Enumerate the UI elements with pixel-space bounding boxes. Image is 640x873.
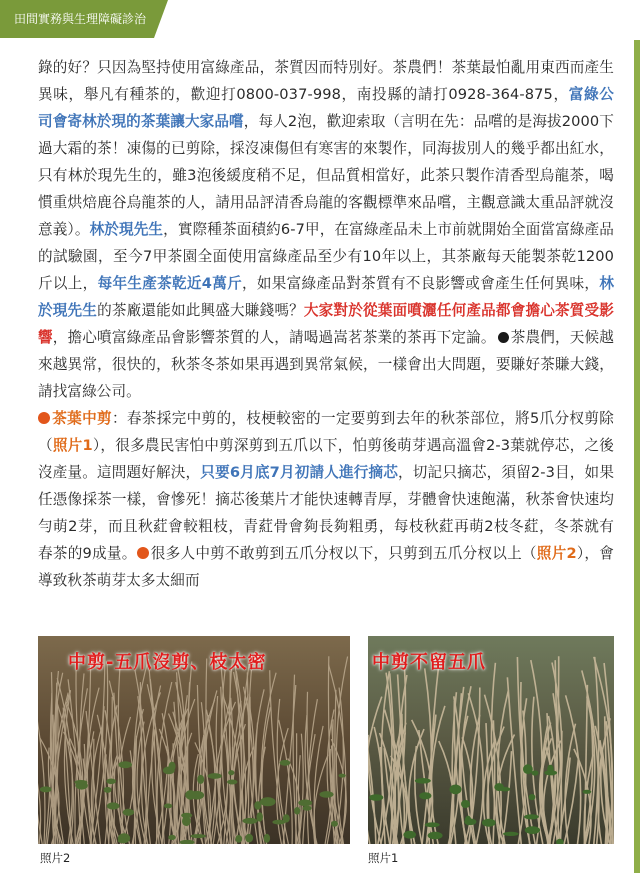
text-run: ，如果富綠產品對茶質有不良影響或會產生任何異味， bbox=[242, 275, 600, 292]
leaf bbox=[118, 838, 128, 843]
paragraph-2 bbox=[38, 405, 614, 594]
leaf bbox=[369, 794, 383, 801]
leaf bbox=[74, 780, 87, 785]
leaf bbox=[461, 800, 470, 808]
article-body bbox=[38, 54, 614, 594]
leaf bbox=[190, 834, 206, 838]
leaf bbox=[331, 821, 338, 827]
leaf bbox=[227, 780, 237, 785]
leaf bbox=[583, 790, 592, 794]
leaf bbox=[40, 786, 52, 792]
leaf bbox=[524, 814, 539, 819]
warning-text: 大家對於從葉面噴灑任何產品都會擔心茶質受影響 bbox=[38, 302, 614, 346]
leaf bbox=[464, 819, 476, 826]
leaf bbox=[319, 791, 333, 798]
highlight-text: 只要6月底7月初請人進行摘芯 bbox=[200, 464, 399, 481]
leaf bbox=[208, 773, 222, 779]
bullet-dot-icon bbox=[137, 547, 149, 559]
photo-caption: 照片1 bbox=[368, 851, 399, 865]
leaf bbox=[525, 826, 540, 834]
text-run: ），很多農民害怕中剪深剪到五爪以下，怕剪後萌芽遇高溫會2-3葉就停芯，之後沒產量。這問題好解決， bbox=[38, 437, 614, 481]
highlight-text: 每年生產茶乾近4萬斤 bbox=[97, 275, 242, 292]
leaf bbox=[280, 760, 291, 766]
leaf bbox=[529, 794, 536, 800]
leaf bbox=[168, 835, 176, 840]
leaf bbox=[482, 819, 496, 827]
highlight-text: 富綠公司會寄林於現的茶葉讓大家品嚐 bbox=[38, 86, 614, 130]
leaf bbox=[107, 802, 120, 809]
leaf bbox=[294, 807, 300, 815]
leaf bbox=[339, 774, 346, 778]
text-run: ），會導致秋茶萌芽太多太細而 bbox=[38, 545, 614, 589]
photo-overlay-title: 中剪-五爪沒剪、枝太密 bbox=[68, 652, 267, 673]
photo-caption: 照片2 bbox=[40, 851, 71, 865]
text-run: ，每人2泡，歡迎索取（言明在先：品嚐的是海拔2000下過大霜的茶！凍傷的已剪除，採沒凍傷但有寒害的來製作，同海拔別人的幾乎都出紅水，只有林於現先生的，雖3泡後緩度稍不足，但品質相當好，此茶只製作清香型烏龍茶，喝慣重烘焙鹿谷烏龍茶的人，請用品評清香烏龍的客觀標準來品嚐，主觀意識太重品評就沒意義）。 bbox=[38, 113, 614, 238]
bullet-dot-icon bbox=[38, 412, 50, 424]
photo-overlay-title: 中剪不留五爪 bbox=[372, 652, 486, 673]
leaf bbox=[544, 770, 557, 775]
leaf bbox=[243, 818, 258, 824]
leaf bbox=[181, 813, 192, 818]
page-edge-bar bbox=[634, 40, 640, 873]
leaf bbox=[260, 797, 276, 806]
paragraph-1 bbox=[38, 54, 614, 405]
leaf bbox=[415, 778, 431, 784]
text-run: 茶農們，天候越來越異常，很快的，秋茶冬茶如果再遇到異常氣候，一樣會出大問題，要賺好茶賺大錢，請找富綠公司。 bbox=[38, 329, 614, 400]
leaf bbox=[425, 822, 440, 827]
leaf bbox=[523, 764, 533, 774]
leaf bbox=[403, 831, 416, 839]
leaf bbox=[303, 806, 312, 811]
header-band bbox=[0, 0, 640, 42]
photo-reference: 照片1 bbox=[52, 437, 93, 454]
leaf bbox=[419, 792, 431, 799]
text-run: 的茶廠還能如此興盛大賺錢嗎？ bbox=[97, 302, 304, 319]
highlight-text: 林於現先生 bbox=[38, 275, 615, 319]
text-run: 錄的好？只因為堅持使用富綠產品，茶質因而特別好。茶農們！茶葉最怕亂用東西而產生異味，舉凡有種茶的，歡迎打0800-037-998，南投縣的請打0928-364-875， bbox=[38, 59, 614, 103]
text-run: ：春茶採完中剪的，枝梗較密的一定要剪到去年的秋茶部位，將5爪分杈剪除（ bbox=[38, 410, 614, 454]
section-label: 田間實務與生理障礙診治 bbox=[0, 0, 154, 38]
leaf bbox=[104, 787, 112, 793]
leaf bbox=[428, 832, 443, 840]
leaf bbox=[197, 775, 204, 784]
leaf bbox=[185, 790, 196, 800]
leaf bbox=[106, 779, 116, 785]
leaf bbox=[494, 783, 504, 791]
highlight-text: 林於現先生 bbox=[89, 221, 164, 238]
text-run: ，切記只摘芯，須留2-3目，如果任憑像採茶一樣，會慘死！摘芯後葉片才能快速轉青厚，芽體會快速飽滿，秋茶會快速均勻萌2芽，而且秋葒會較粗枝，青葒骨會夠長夠粗勇，每枝秋葒再萌2枝冬葒，冬茶就有春茶的9成量。 bbox=[38, 464, 615, 562]
leaf bbox=[450, 785, 462, 795]
leaf bbox=[164, 804, 172, 809]
leaf bbox=[169, 762, 176, 772]
section-heading: 茶葉中剪 bbox=[52, 410, 112, 427]
leaf bbox=[503, 832, 519, 836]
photo-reference: 照片2 bbox=[536, 545, 577, 562]
leaf bbox=[272, 820, 285, 825]
leaf bbox=[123, 809, 134, 816]
bullet-dot-icon bbox=[498, 332, 509, 343]
leaf bbox=[228, 770, 234, 775]
text-run: ，實際種茶面積約6-7甲，在富綠產品未上市前就開始全面當富綠產品的試驗園，至今7甲茶園全面使用富綠產品至少有10年以上，其茶廠每天能製茶乾1200斤以上， bbox=[38, 221, 614, 292]
leaf bbox=[532, 770, 539, 775]
leaf bbox=[298, 800, 312, 807]
text-run: 很多人中剪不敢剪到五爪分杈以下，只剪到五爪分杈以上（ bbox=[150, 545, 537, 562]
text-run: ，擔心噴富綠產品會影響茶質的人，請喝過嵩茗茶業的茶再下定論。 bbox=[52, 329, 496, 346]
leaf bbox=[264, 834, 270, 843]
leaf bbox=[235, 835, 242, 843]
leaf bbox=[245, 834, 253, 843]
leaf bbox=[118, 761, 132, 768]
